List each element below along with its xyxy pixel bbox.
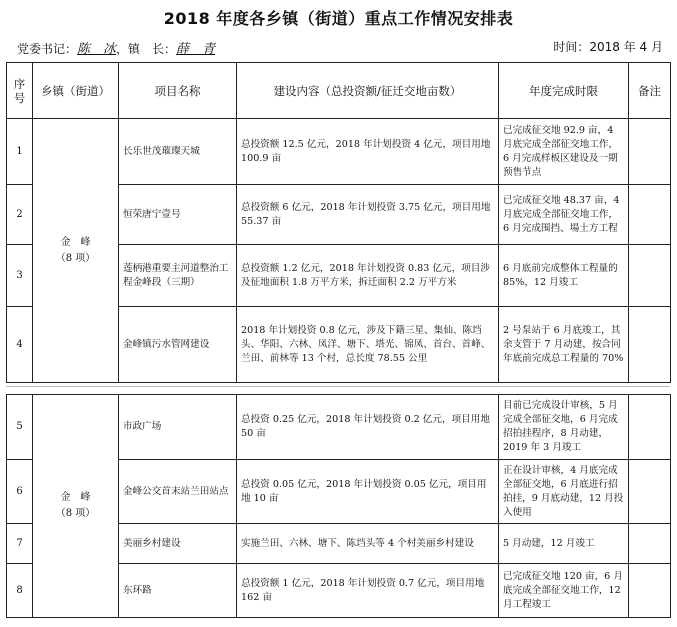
- header-town: 乡镇（街道）: [33, 63, 119, 119]
- row-seq: 2: [7, 185, 33, 245]
- town-count: （8 项）: [55, 508, 96, 519]
- work-table-part-2: [6, 394, 671, 618]
- table-row: [7, 395, 671, 460]
- row-project: 美丽乡村建设: [119, 524, 237, 564]
- header-timeline: 年度完成时限: [499, 63, 629, 119]
- officials-line: [17, 38, 215, 57]
- row-project: 莲柄港重要主河道整治工程金峰段（三期）: [119, 245, 237, 307]
- row-remark: [629, 395, 671, 460]
- row-project: 金峰镇污水管网建设: [119, 307, 237, 383]
- time-label: 时间：2018 年 4 月: [553, 40, 663, 54]
- row-remark: [629, 524, 671, 564]
- town-count: （8 项）: [55, 252, 96, 264]
- town-name: 金 峰: [60, 492, 91, 503]
- header-seq: 序号: [7, 63, 33, 119]
- row-project: 长乐世茂璀璨天城: [119, 119, 237, 185]
- row-project: 恒荣唐宁壹号: [119, 185, 237, 245]
- row-timeline: 已完成征交地 120 亩，6 月底完成全部征交地工作，12 月工程竣工: [499, 564, 629, 618]
- work-table-part-1: [6, 62, 671, 383]
- row-content: 总投资 0.25 亿元，2018 年计划投资 0.2 亿元，项目用地 50 亩: [237, 395, 499, 460]
- header-content: 建设内容（总投资额/征迁交地亩数）: [237, 63, 499, 119]
- town-cell: [33, 395, 119, 618]
- row-content: 总投资 0.05 亿元，2018 年计划投资 0.05 亿元，项目用地 10 亩: [237, 460, 499, 524]
- page-break-divider: [6, 386, 670, 387]
- header-project: 项目名称: [119, 63, 237, 119]
- row-content: 总投资额 6 亿元，2018 年计划投资 3.75 亿元，项目用地 55.37 亩: [237, 185, 499, 245]
- row-seq: 5: [7, 395, 33, 460]
- row-seq: 4: [7, 307, 33, 383]
- row-timeline: 目前已完成设计审核，5 月完成全部征交地，6 月完成招拍挂程序，8 月动建，2019 年 3 月竣工: [499, 395, 629, 460]
- row-project: 市政广场: [119, 395, 237, 460]
- row-content: 实施兰田、六林、塘下、陈垱头等 4 个村美丽乡村建设: [237, 524, 499, 564]
- secretary-name: 陈 冰: [77, 42, 117, 57]
- row-seq: 7: [7, 524, 33, 564]
- row-seq: 8: [7, 564, 33, 618]
- row-seq: 1: [7, 119, 33, 185]
- row-remark: [629, 460, 671, 524]
- row-timeline: 已完成征交地 92.9 亩，4 月底完成全部征交地工作，6 月完成样板区建设及一期预售节点: [499, 119, 629, 185]
- header-row: [7, 63, 671, 119]
- row-project: 金峰公交首末站兰田站点: [119, 460, 237, 524]
- header-remark: 备注: [629, 63, 671, 119]
- row-remark: [629, 564, 671, 618]
- mayor-name: 薛 青: [176, 42, 216, 57]
- row-timeline: 已完成征交地 48.37 亩，4 月底完成全部征交地工作，6 月完成围挡、場土方工程: [499, 185, 629, 245]
- row-timeline: 2 号泵站于 6 月底竣工，其余支管于 7 月动建，按合同年底前完成总工程量的 70%: [499, 307, 629, 383]
- table-row: [7, 119, 671, 185]
- secretary-label: 党委书记：: [17, 42, 78, 56]
- row-content: 总投资额 12.5 亿元，2018 年计划投资 4 亿元，项目用地 100.9 亩: [237, 119, 499, 185]
- row-remark: [629, 307, 671, 383]
- town-name: 金 峰: [60, 236, 91, 248]
- row-remark: [629, 245, 671, 307]
- row-content: 总投资额 1.2 亿元，2018 年计划投资 0.83 亿元，项目涉及征地面积 1.8 万平方米，拆迁面积 2.2 万平方米: [237, 245, 499, 307]
- town-cell: [33, 119, 119, 383]
- row-timeline: 正在设计审核，4 月底完成全部征交地，6 月底进行招拍挂，9 月底动建，12 月投入使用: [499, 460, 629, 524]
- row-timeline: 6 月底前完成整体工程量的 85%，12 月竣工: [499, 245, 629, 307]
- row-timeline: 5 月动建，12 月竣工: [499, 524, 629, 564]
- row-project: 东环路: [119, 564, 237, 618]
- page-title: 2018 年度各乡镇（街道）重点工作情况安排表: [163, 9, 514, 28]
- row-remark: [629, 119, 671, 185]
- row-seq: 3: [7, 245, 33, 307]
- mayor-label: ，镇 长：: [116, 42, 177, 56]
- row-content: 总投资额 1 亿元，2018 年计划投资 0.7 亿元，项目用地 162 亩: [237, 564, 499, 618]
- row-remark: [629, 185, 671, 245]
- row-content: 2018 年计划投资 0.8 亿元，涉及下籍三星、集仙、陈垱头、华阳、六林、凤洋、塘下、塔光、锦凤、首台、首峰、兰田、前林等 13 个村，总长度 78.55 公里: [237, 307, 499, 383]
- row-seq: 6: [7, 460, 33, 524]
